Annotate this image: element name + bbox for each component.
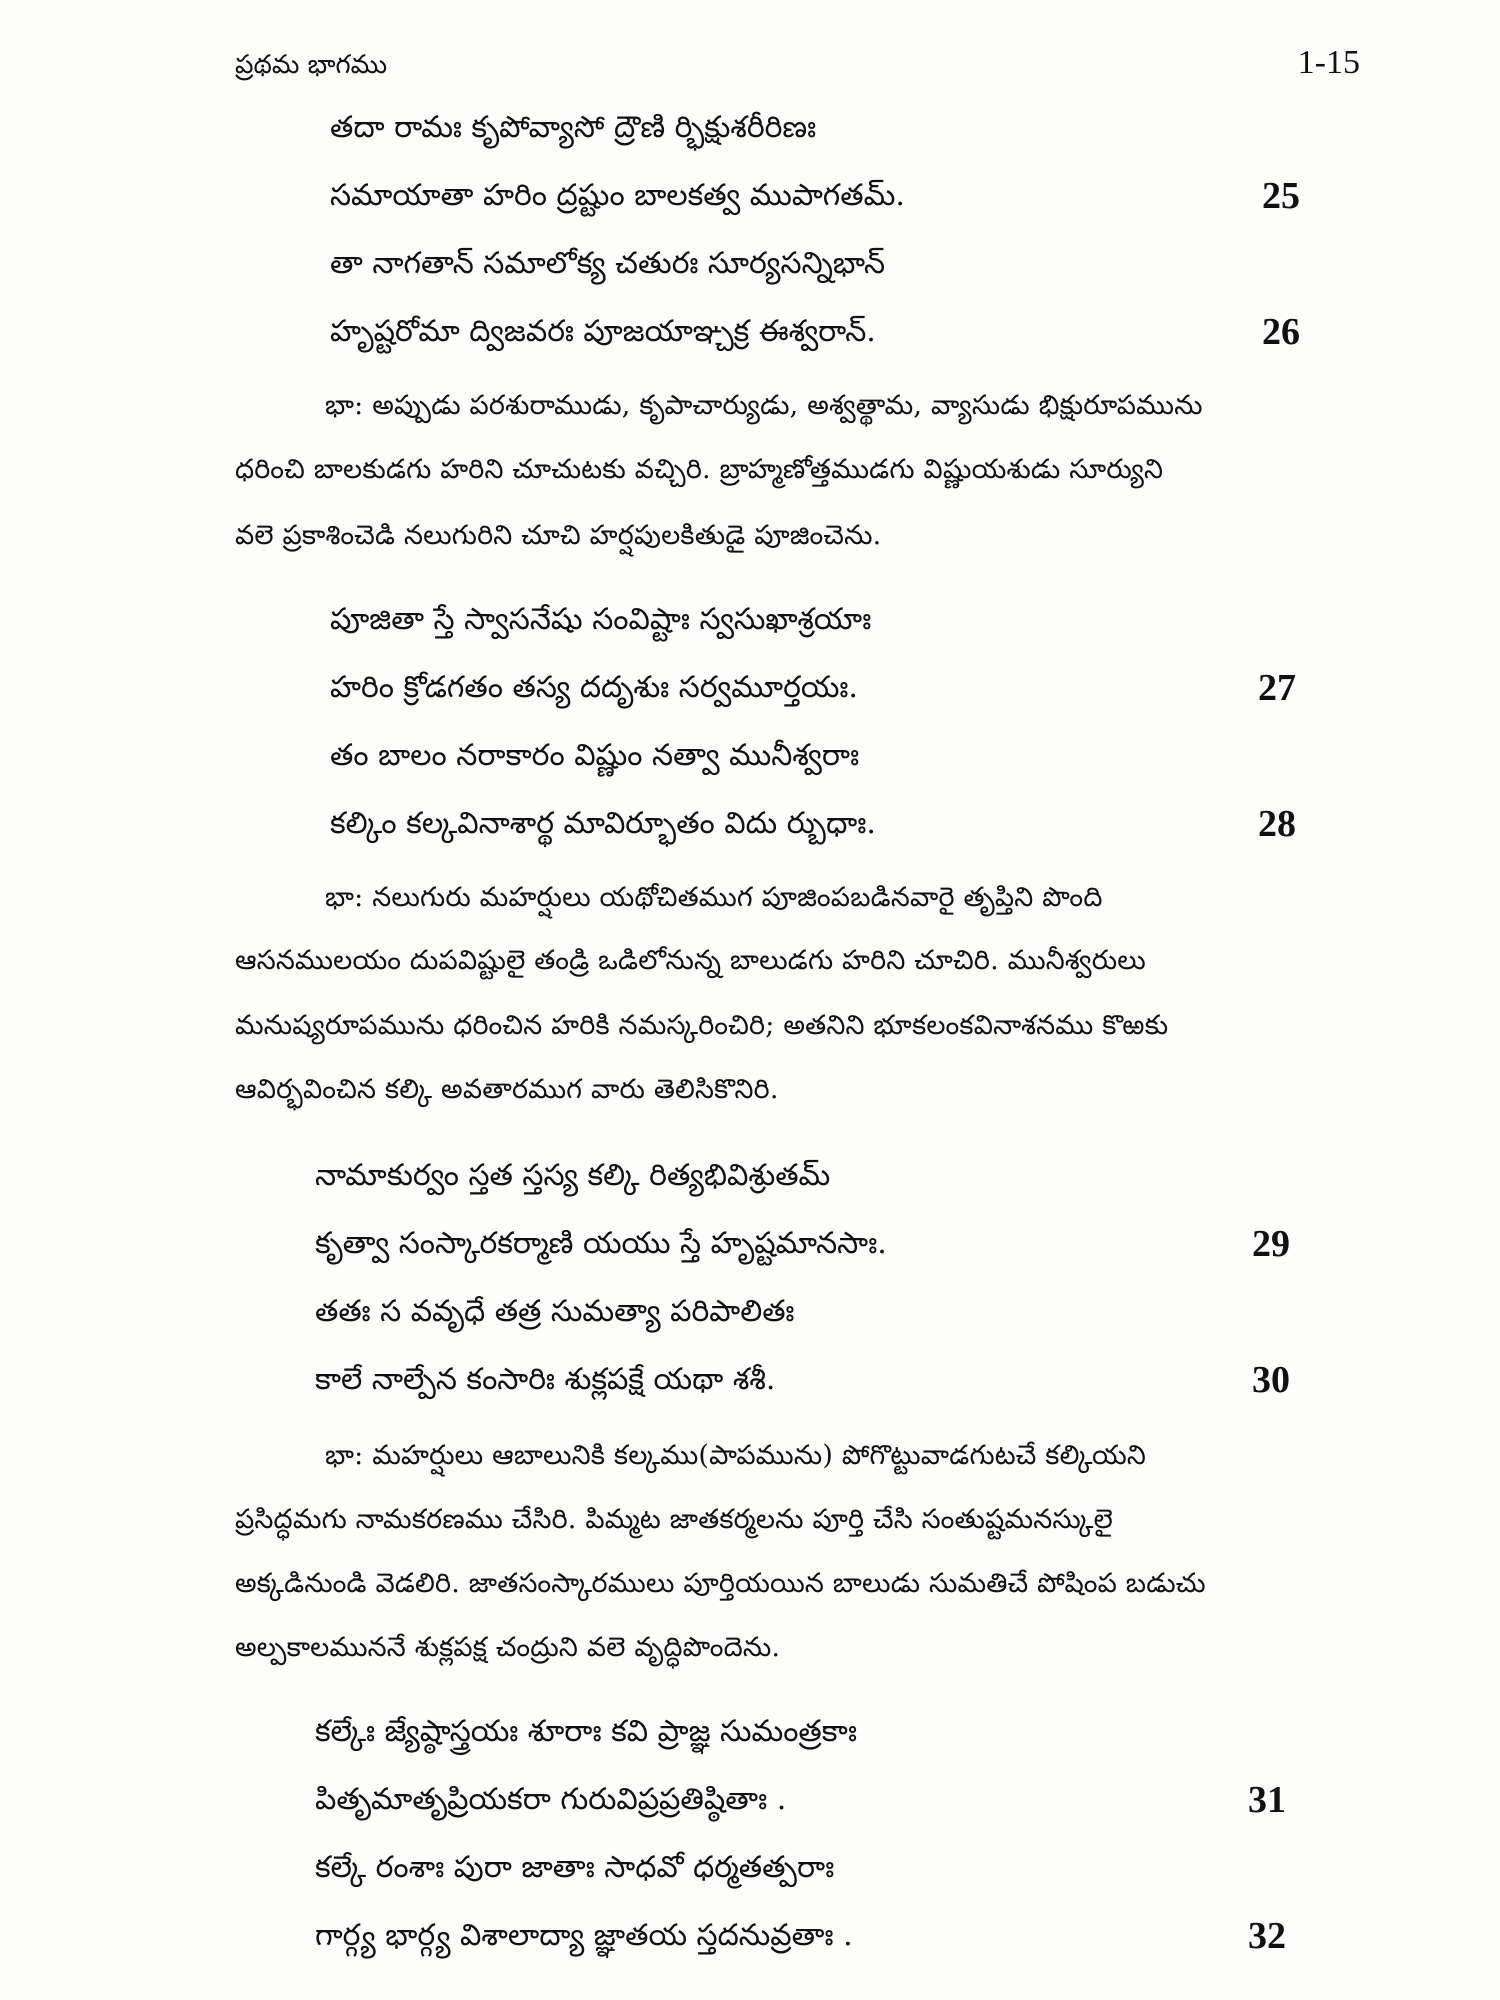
- verse-line: హృష్టరోమా ద్విజవరః పూజయాఞ్చక్ర ఈశ్వరాన్.: [330, 314, 876, 349]
- running-title: ప్రథమ భాగము: [235, 50, 388, 80]
- verse-line: పితృమాతృప్రియకరా గురువిప్రప్రతిష్ఠితాః .: [315, 1782, 787, 1817]
- verse-number: 27: [1258, 667, 1296, 709]
- commentary-line: ఆవిర్భవించిన కల్కి అవతారముగ వారు తెలిసికొనిరి.: [235, 1074, 779, 1105]
- commentary-line: భా: అప్పుడు పరశురాముడు, కృపాచార్యుడు, అశ్వత్థామ, వ్యాసుడు భిక్షురూపమును: [325, 390, 1203, 421]
- verse-line: సమాయాతా హరిం ద్రష్టుం బాలకత్వ ముపాగతమ్.: [330, 178, 905, 213]
- verse-line: కల్కే రంశాః పురా జాతాః సాధవో ధర్మతత్పరాః: [315, 1850, 835, 1885]
- verse-line: తం బాలం నరాకారం విష్ణుం నత్వా మునీశ్వరాః: [330, 738, 860, 773]
- page-number: 1-15: [1297, 44, 1360, 81]
- verse-line: కృత్వా సంస్కారకర్మాణి యయు స్తే హృష్టమానసాః.: [315, 1226, 887, 1261]
- verse-line: హరిం క్రోడగతం తస్య దదృశుః సర్వమూర్తయః.: [330, 670, 858, 705]
- verse-number: 31: [1248, 1779, 1286, 1821]
- commentary-line: ఆసనములయం దుపవిష్టులై తండ్రి ఒడిలోనున్న బాలుడగు హరిని చూచిరి. మునీశ్వరులు: [235, 945, 1146, 976]
- verse-number: 26: [1262, 311, 1300, 353]
- commentary-line: వలె ప్రకాశించెడి నలుగురిని చూచి హర్షపులకితుడై పూజించెను.: [235, 520, 882, 551]
- commentary-line: భా: నలుగురు మహర్షులు యథోచితముగ పూజింపబడినవారై తృప్తిని పొంది: [325, 882, 1103, 913]
- verse-line: కల్కేః జ్యేష్ఠాస్త్రయః శూరాః కవి ప్రాజ్ఞ సుమంత్రకాః: [315, 1714, 857, 1749]
- verse-line: తదా రామః కృపోవ్యాసో ద్రౌణి ర్భిక్షుశరీరిణః: [330, 110, 817, 145]
- commentary-line: అల్పకాలముననే శుక్లపక్ష చంద్రుని వలె వృద్ధిపొందెను.: [235, 1632, 781, 1663]
- verse-line: గార్గ్య భార్గ్య విశాలాద్యా జ్ఞాతయ స్తదనువ్రతాః .: [315, 1918, 853, 1953]
- verse-line: తతః స వవృధే తత్ర సుమత్యా పరిపాలితః: [315, 1294, 795, 1329]
- verse-line: కల్కిం కల్కవినాశార్థ మావిర్భూతం విదు ర్బుధాః.: [330, 806, 876, 841]
- verse-line: పూజితా స్తే స్వాసనేషు సంవిష్టాః స్వసుఖాశ్రయాః: [330, 602, 872, 637]
- verse-number: 28: [1258, 803, 1296, 845]
- verse-line: తా నాగతాన్ సమాలోక్య చతురః సూర్యసన్నిభాన్: [330, 246, 886, 281]
- verse-number: 25: [1262, 175, 1300, 217]
- commentary-line: ధరించి బాలకుడగు హరిని చూచుటకు వచ్చిరి. బ్రాహ్మణోత్తముడగు విష్ణుయశుడు సూర్యుని: [235, 454, 1164, 485]
- verse-number: 30: [1252, 1359, 1290, 1401]
- verse-number: 29: [1252, 1223, 1290, 1265]
- verse-number: 32: [1248, 1915, 1286, 1957]
- commentary-line: మనుష్యరూపమును ధరించిన హరికి నమస్కరించిరి; అతనిని భూకలంకవినాశనము కొఱకు: [235, 1010, 1169, 1041]
- commentary-line: ప్రసిద్ధమగు నామకరణము చేసిరి. పిమ్మట జాతకర్మలను పూర్తి చేసి సంతుష్టమనస్కులై: [235, 1504, 1113, 1535]
- commentary-line: అక్కడినుండి వెడలిరి. జాతసంస్కారములు పూర్తియయిన బాలుడు సుమతిచే పోషింప బడుచు: [235, 1568, 1206, 1599]
- page-header: [235, 42, 1360, 92]
- verse-line: కాలే నాల్పేన కంసారిః శుక్లపక్షే యథా శశీ.: [315, 1362, 776, 1397]
- commentary-line: భా: మహర్షులు ఆబాలునికి కల్కము(పాపమును) పోగొట్టువాడగుటచే కల్కియని: [325, 1440, 1147, 1471]
- verse-line: నామాకుర్వం స్తత స్తస్య కల్కి రిత్యభివిశ్రుతమ్: [315, 1158, 831, 1193]
